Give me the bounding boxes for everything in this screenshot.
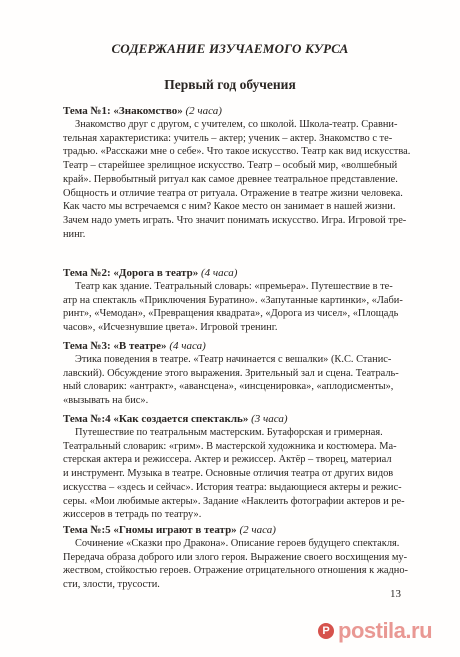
topic-heading	[63, 266, 413, 280]
text-line: лавский). Обсуждение этого выражения. Зрительный зал и сцена. Театраль-	[63, 367, 399, 379]
topic-4	[63, 412, 413, 522]
topic-text	[63, 537, 413, 592]
watermark-logo	[318, 608, 456, 654]
text-line: Как часто мы встречаемся с ним? Какое место он занимает в нашей жизни.	[63, 201, 396, 213]
text-line: Театр – старейшее зрелищное искусство. Театр – особый мир, «волшебный	[63, 160, 398, 172]
topic-text	[63, 426, 413, 522]
text-line: жеством, стойкостью героев. Отражение отрицательного отношения к жадно-	[63, 565, 409, 577]
topic-heading	[63, 412, 413, 426]
topic-title: Тема №1: «Знакомство»	[63, 105, 183, 117]
topic-hours: (2 часа)	[239, 524, 276, 536]
text-line: Зачем надо уметь играть. Что значит понимать искусство. Игра. Игровой тре-	[63, 214, 407, 226]
text-line: «вызывать на бис».	[63, 395, 149, 407]
topic-hours: (3 часа)	[251, 413, 288, 425]
text-line: Этика поведения в театре. «Театр начинается с вешалки» (К.С. Станис-	[75, 354, 392, 365]
text-line: Театр как здание. Театральный словарь: «премьера». Путешествие в те-	[75, 281, 393, 292]
topic-hours: (4 часа)	[169, 340, 206, 352]
page-number: 13	[390, 588, 401, 600]
topic-text	[63, 353, 413, 408]
topic-3	[63, 339, 413, 408]
text-line: тельная характеристика: учитель – актер; ученик – актер. Знакомство с те-	[63, 132, 393, 144]
topic-heading	[63, 104, 413, 118]
topic-5	[63, 523, 413, 592]
text-line: сти, злости, трусости.	[63, 579, 160, 591]
text-line: Знакомство друг с другом, с учителем, со школой. Школа-театр. Сравни-	[75, 119, 398, 130]
text-line: Передача образа доброго или злого героя. Выражение своего восхищения му-	[63, 551, 408, 563]
text-line: атр на спектакль «Приключения Буратино». «Запутанные картинки», «Лаби-	[63, 294, 403, 306]
text-line: нинг.	[63, 228, 86, 240]
text-line: Театральный словарик: «грим». В мастерской художника и костюмера. Ма-	[63, 440, 397, 452]
text-line: ный словарик: «антракт», «авансцена», «инсценировка», «аплодисменты»,	[63, 381, 394, 393]
pin-icon: P	[318, 623, 334, 639]
text-line: ринт», «Чемодан», «Превращения квадрата», «Дорога из чисел», «Площадь	[63, 308, 399, 320]
text-line: стерская актера и режиссера. Актер и режиссер. Актёр – творец, материал	[63, 454, 392, 466]
topic-hours: (4 часа)	[200, 267, 238, 279]
topic-2	[63, 266, 413, 335]
text-line: часов», «Исчезнувшие цвета». Игровой тренинг.	[63, 322, 278, 334]
topic-title: Тема №2: «Дорога в театр»	[63, 267, 199, 279]
topic-text	[63, 118, 413, 241]
topic-title: Тема №3: «В театре»	[63, 340, 167, 352]
course-title: СОДЕРЖАНИЕ ИЗУЧАЕМОГО КУРСА	[111, 41, 349, 56]
text-line: искусства – «здесь и сейчас». История театра: выдающиеся актеры и режис-	[63, 481, 402, 493]
text-line: Общность и отличие театра от ритуала. Отражение в театре жизни человека.	[63, 187, 403, 199]
text-line: Путешествие по театральным мастерским. Бутафорская и гримерная.	[75, 427, 383, 438]
text-line: край». Первобытный ритуал как самое древнее театральное представление.	[63, 173, 398, 185]
topic-heading	[63, 339, 413, 353]
topic-heading	[63, 523, 413, 537]
topic-title: Тема №:4 «Как создается спектакль»	[63, 413, 249, 425]
topic-text	[63, 280, 413, 335]
text-line: жиссеров в тетрадь по театру».	[63, 509, 202, 521]
watermark-text: postila.ru	[338, 618, 433, 643]
text-line: традью. «Расскажи мне о себе». Что такое искусство. Театр как вид искусства.	[63, 146, 411, 158]
text-line: серы. «Мои любимые актеры». Задание «Наклеить фотографии актеров и ре-	[63, 495, 405, 507]
topic-hours: (2 часа)	[185, 105, 222, 117]
topic-1	[63, 104, 413, 241]
topic-title: Тема №:5 «Гномы играют в театр»	[63, 524, 237, 536]
text-line: Сочинение «Сказки про Дракона». Описание героев будущего спектакля.	[75, 538, 400, 549]
year-title: Первый год обучения	[164, 77, 296, 92]
text-line: и инструмент. Музыка в театре. Основные отличия театра от других видов	[63, 468, 394, 480]
